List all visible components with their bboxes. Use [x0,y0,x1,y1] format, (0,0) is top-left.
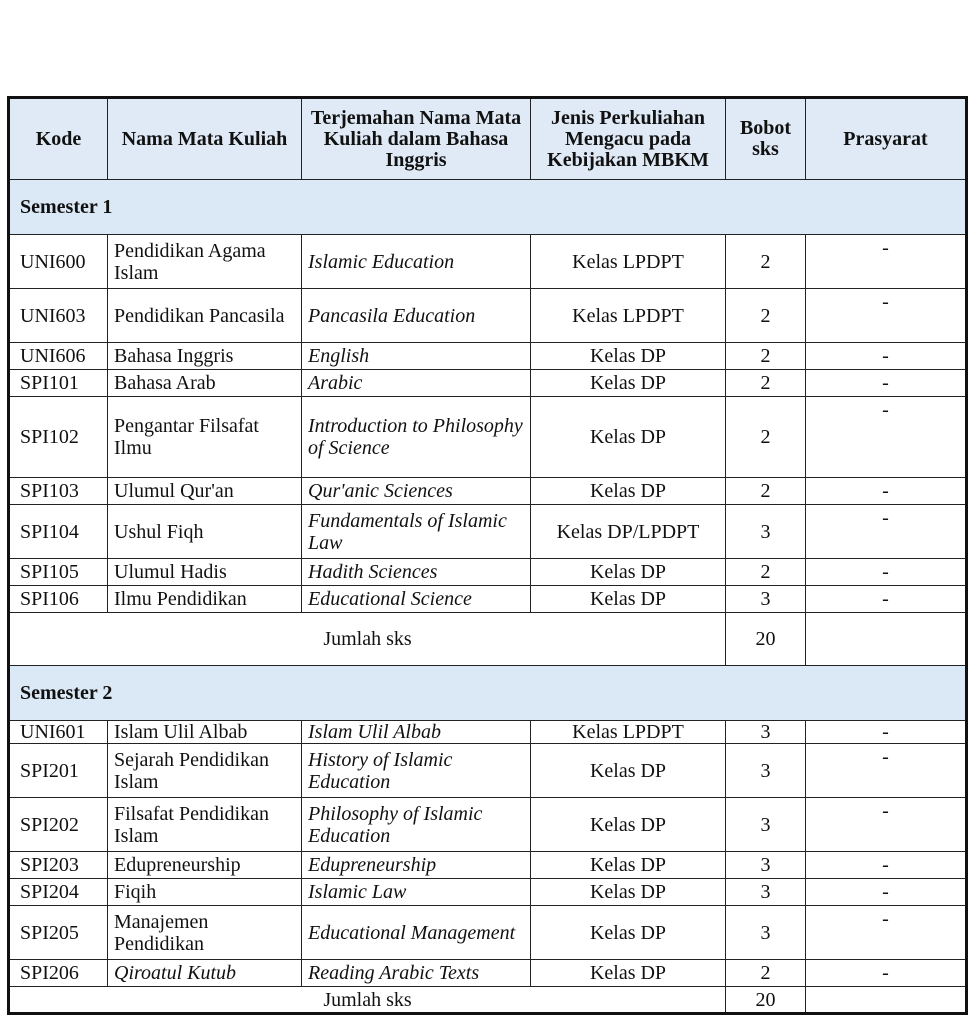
cell-terjemahan: Introduction to Philosophy of Science [302,397,531,478]
cell-prasyarat: - [806,289,967,343]
cell-terjemahan: Qur'anic Sciences [302,478,531,505]
cell-nama: Ulumul Hadis [108,559,302,586]
cell-kode: SPI202 [9,798,108,852]
header-kode: Kode [9,98,108,180]
jumlah-row-semester-1 [9,613,967,666]
cell-kode: SPI104 [9,505,108,559]
cell-nama: Sejarah Pendidikan Islam [108,744,302,798]
table-row [9,744,967,798]
cell-prasyarat: - [806,906,967,960]
semester-2-row [9,666,967,721]
cell-jenis: Kelas DP [531,478,726,505]
cell-jenis: Kelas DP [531,343,726,370]
cell-nama: Pendidikan Agama Islam [108,235,302,289]
cell-bobot: 3 [726,852,806,879]
cell-jenis: Kelas DP [531,906,726,960]
cell-bobot: 2 [726,559,806,586]
cell-prasyarat: - [806,397,967,478]
cell-bobot: 3 [726,798,806,852]
cell-bobot: 3 [726,505,806,559]
semester-2-label: Semester 2 [9,666,967,721]
cell-prasyarat: - [806,586,967,613]
cell-terjemahan: Islamic Education [302,235,531,289]
table-row [9,289,967,343]
table-row [9,505,967,559]
cell-prasyarat: - [806,960,967,987]
cell-nama: Bahasa Inggris [108,343,302,370]
cell-jenis: Kelas DP [531,370,726,397]
cell-terjemahan: Philosophy of Islamic Education [302,798,531,852]
table-row [9,798,967,852]
cell-bobot: 2 [726,235,806,289]
cell-nama: Ilmu Pendidikan [108,586,302,613]
cell-prasyarat: - [806,235,967,289]
cell-kode: SPI103 [9,478,108,505]
cell-prasyarat: - [806,478,967,505]
cell-kode: SPI203 [9,852,108,879]
cell-nama: Bahasa Arab [108,370,302,397]
cell-nama: Manajemen Pendidikan [108,906,302,960]
header-row [9,98,967,180]
cell-kode: UNI600 [9,235,108,289]
cell-nama: Ushul Fiqh [108,505,302,559]
cell-terjemahan: History of Islamic Education [302,744,531,798]
cell-terjemahan: Fundamentals of Islamic Law [302,505,531,559]
cell-jenis: Kelas LPDPT [531,721,726,744]
cell-terjemahan: Educational Science [302,586,531,613]
cell-terjemahan: Educational Management [302,906,531,960]
cell-terjemahan: Islam Ulil Albab [302,721,531,744]
cell-bobot: 2 [726,289,806,343]
cell-jenis: Kelas DP [531,586,726,613]
table-row [9,478,967,505]
table-row [9,586,967,613]
jumlah-prasyarat-empty [806,987,967,1014]
cell-terjemahan: Arabic [302,370,531,397]
cell-bobot: 2 [726,397,806,478]
table-row [9,721,967,744]
cell-jenis: Kelas DP [531,744,726,798]
cell-bobot: 2 [726,478,806,505]
table-row [9,906,967,960]
table-row [9,879,967,906]
cell-jenis: Kelas LPDPT [531,235,726,289]
header-nama: Nama Mata Kuliah [108,98,302,180]
cell-bobot: 3 [726,879,806,906]
cell-kode: SPI204 [9,879,108,906]
cell-kode: UNI603 [9,289,108,343]
cell-jenis: Kelas DP [531,397,726,478]
cell-prasyarat: - [806,798,967,852]
cell-prasyarat: - [806,505,967,559]
cell-kode: SPI101 [9,370,108,397]
cell-terjemahan: Reading Arabic Texts [302,960,531,987]
semester-1-label: Semester 1 [9,180,967,235]
curriculum-table [7,96,968,1015]
cell-bobot: 2 [726,960,806,987]
cell-jenis: Kelas DP [531,559,726,586]
table-row [9,370,967,397]
cell-jenis: Kelas DP [531,960,726,987]
header-bobot: Bobot sks [726,98,806,180]
curriculum-table-wrapper [7,96,965,1015]
header-terjemahan: Terjemahan Nama Mata Kuliah dalam Bahasa Inggris [302,98,531,180]
cell-jenis: Kelas DP [531,879,726,906]
semester-1-row [9,180,967,235]
jumlah-prasyarat-empty [806,613,967,666]
cell-kode: UNI606 [9,343,108,370]
cell-nama: Pendidikan Pancasila [108,289,302,343]
cell-nama: Ulumul Qur'an [108,478,302,505]
cell-nama: Edupreneurship [108,852,302,879]
cell-kode: SPI106 [9,586,108,613]
table-row [9,960,967,987]
cell-terjemahan: Hadith Sciences [302,559,531,586]
cell-nama: Fiqih [108,879,302,906]
jumlah-label: Jumlah sks [9,613,726,666]
cell-prasyarat: - [806,852,967,879]
cell-nama: Filsafat Pendidikan Islam [108,798,302,852]
cell-terjemahan: English [302,343,531,370]
header-jenis: Jenis Perkuliahan Mengacu pada Kebijakan MBKM [531,98,726,180]
jumlah-row-semester-2 [9,987,967,1014]
cell-prasyarat: - [806,744,967,798]
table-row [9,343,967,370]
cell-nama: Qiroatul Kutub [108,960,302,987]
cell-kode: SPI201 [9,744,108,798]
cell-prasyarat: - [806,559,967,586]
cell-kode: UNI601 [9,721,108,744]
table-row [9,852,967,879]
cell-bobot: 3 [726,906,806,960]
table-row [9,397,967,478]
cell-bobot: 2 [726,343,806,370]
cell-bobot: 3 [726,744,806,798]
cell-kode: SPI102 [9,397,108,478]
cell-kode: SPI205 [9,906,108,960]
cell-prasyarat: - [806,343,967,370]
cell-terjemahan: Edupreneurship [302,852,531,879]
header-prasyarat: Prasyarat [806,98,967,180]
cell-bobot: 2 [726,370,806,397]
table-row [9,559,967,586]
cell-jenis: Kelas DP/LPDPT [531,505,726,559]
cell-jenis: Kelas LPDPT [531,289,726,343]
cell-terjemahan: Islamic Law [302,879,531,906]
cell-nama: Islam Ulil Albab [108,721,302,744]
cell-terjemahan: Pancasila Education [302,289,531,343]
jumlah-value: 20 [726,987,806,1014]
cell-prasyarat: - [806,370,967,397]
cell-jenis: Kelas DP [531,852,726,879]
jumlah-label: Jumlah sks [9,987,726,1014]
cell-jenis: Kelas DP [531,798,726,852]
jumlah-value: 20 [726,613,806,666]
cell-kode: SPI105 [9,559,108,586]
cell-kode: SPI206 [9,960,108,987]
cell-bobot: 3 [726,586,806,613]
cell-prasyarat: - [806,879,967,906]
cell-prasyarat: - [806,721,967,744]
table-row [9,235,967,289]
cell-nama: Pengantar Filsafat Ilmu [108,397,302,478]
cell-bobot: 3 [726,721,806,744]
